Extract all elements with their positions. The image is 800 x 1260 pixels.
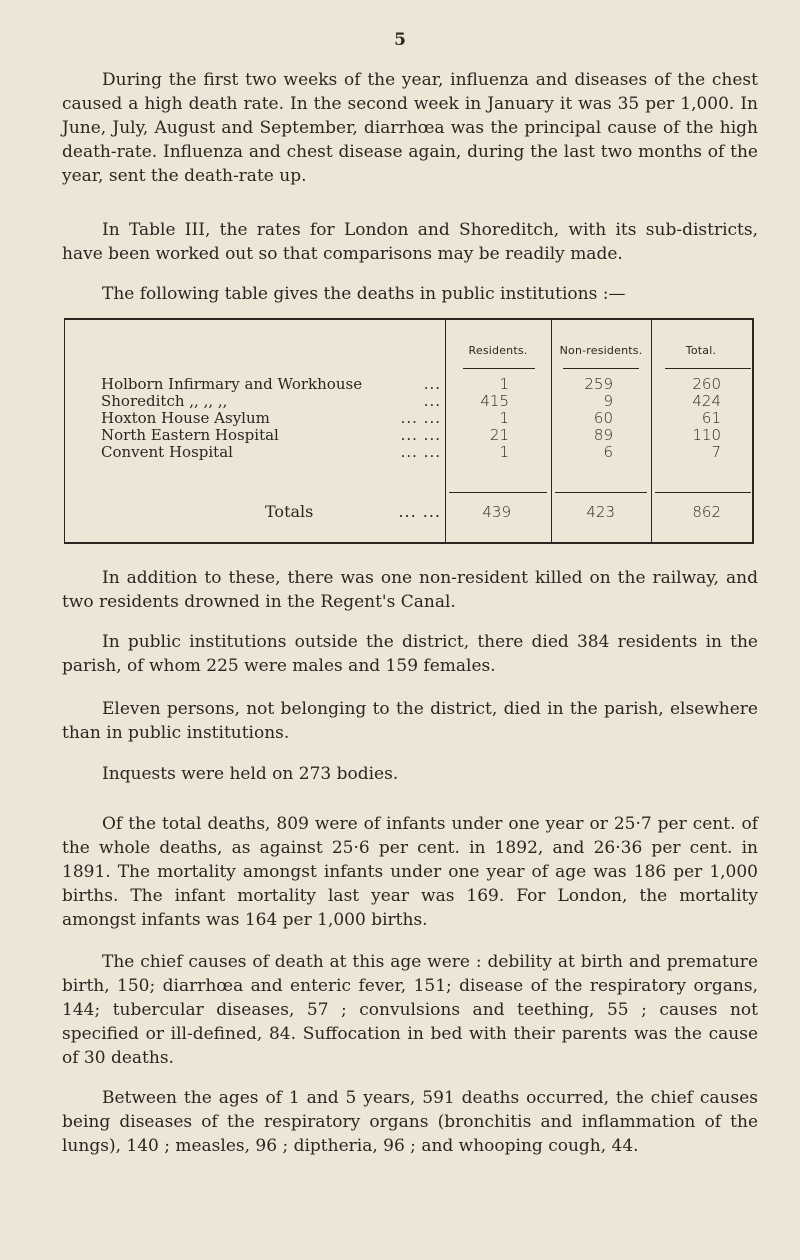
institution-name: Holborn Infirmary and Workhouse <box>101 375 363 393</box>
paragraph-influenza: During the first two weeks of the year, influenza and diseases of the chest caused a high death rate. In the second week in January it was 35 per 1,000. In June, July, August and September, diarrhœa was the principal cause of the high death-rate. Influenza and chest disease again, during the last two months of the year, sent the death-rate up. <box>62 70 758 186</box>
leader-dots: ... ... <box>400 426 441 444</box>
residents-cell: 415 <box>480 392 509 410</box>
header-total: Total. <box>685 344 717 357</box>
leader-dots: ... ... <box>400 443 441 461</box>
public-institutions-table <box>64 318 754 544</box>
paragraph-outside-district: In public institutions outside the district, there died 384 residents in the parish, of whom 225 were males and 159 females. <box>62 632 758 676</box>
header-rule <box>563 368 639 369</box>
paragraph-inquests: Inquests were held on 273 bodies. <box>102 764 399 784</box>
totals-rule <box>555 492 647 493</box>
total-cell: 424 <box>692 392 721 410</box>
residents-cell: 1 <box>499 409 509 427</box>
total-cell: 110 <box>692 426 721 444</box>
totals-rule <box>449 492 547 493</box>
paragraph-ages-one-to-five: Between the ages of 1 and 5 years, 591 deaths occurred, the chief causes being diseases of the respiratory organs (bronchitis and inflammation of the lungs), 140 ; measles, 96 ; diptheria, 96 ; and whooping cough, 44. <box>62 1088 758 1156</box>
residents-cell: 21 <box>489 426 509 444</box>
header-residents: Residents. <box>468 344 528 357</box>
total-cell: 7 <box>711 443 721 461</box>
totals-non-residents-cell: 423 <box>586 503 615 521</box>
leader-dots: ... ... <box>398 502 441 521</box>
non-residents-cell: 6 <box>603 443 613 461</box>
header-non-residents: Non-residents. <box>559 344 643 357</box>
totals-label: Totals <box>265 502 314 521</box>
paragraph-table-intro: The following table gives the deaths in public institutions :— <box>102 284 626 304</box>
institution-name: Hoxton House Asylum <box>101 409 270 427</box>
total-cell: 260 <box>692 375 721 393</box>
paragraph-infant-deaths: Of the total deaths, 809 were of infants under one year or 25·7 per cent. of the whole deaths, as against 25·6 per cent. in 1892, and 26·36 per cent. in 1891. The mortality amongst infants under one year of age was 186 per 1,000 births. The infant mortality last year was 169. For London, the mortality amongst infants was 164 per 1,000 births. <box>62 814 758 930</box>
residents-cell: 1 <box>499 443 509 461</box>
leader-dots: ... ... <box>400 409 441 427</box>
totals-total-cell: 862 <box>692 503 721 521</box>
header-rule <box>463 368 535 369</box>
institution-name: North Eastern Hospital <box>101 426 279 444</box>
paragraph-chief-causes: The chief causes of death at this age were : debility at birth and premature birth, 150; diarrhœa and enteric fever, 151; disease of the respiratory organs, 144; tubercular diseases, 57 ; convulsions and teething, 55 ; causes not specified or ill-defined, 84. Suffocation in bed with their parents was the cause of 30 deaths. <box>62 952 758 1068</box>
paragraph-railway: In addition to these, there was one non-resident killed on the railway, and two residents drowned in the Regent's Canal. <box>62 568 758 612</box>
leader-dots: ... <box>423 392 441 410</box>
paragraph-table-iii: In Table III, the rates for London and Shoreditch, with its sub-districts, have been worked out so that comparisons may be readily made. <box>62 220 758 264</box>
page-number: 5 <box>394 30 406 50</box>
totals-rule <box>655 492 751 493</box>
non-residents-cell: 259 <box>584 375 613 393</box>
institution-name: Shoreditch ,, ,, ,, <box>101 392 228 410</box>
residents-cell: 1 <box>499 375 509 393</box>
leader-dots: ... <box>423 375 441 393</box>
non-residents-cell: 60 <box>593 409 613 427</box>
total-cell: 61 <box>701 409 721 427</box>
totals-residents-cell: 439 <box>482 503 511 521</box>
institution-name: Convent Hospital <box>101 443 233 461</box>
non-residents-cell: 89 <box>593 426 613 444</box>
header-rule <box>665 368 751 369</box>
non-residents-cell: 9 <box>603 392 613 410</box>
paragraph-eleven-persons: Eleven persons, not belonging to the district, died in the parish, elsewhere than in public institutions. <box>62 699 758 743</box>
